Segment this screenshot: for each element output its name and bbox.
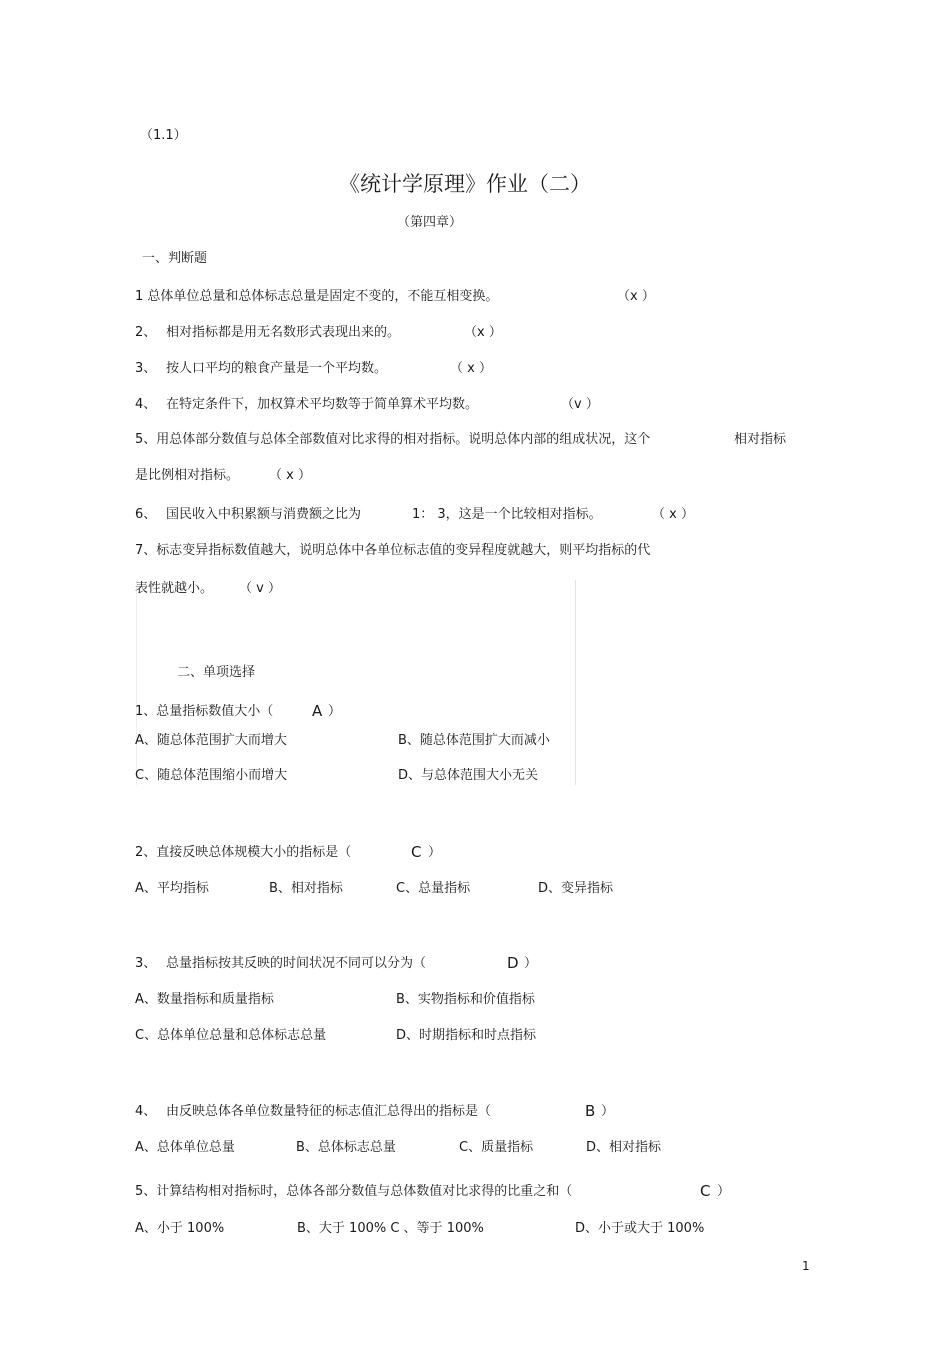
- choice-q2-close: ）: [428, 845, 442, 860]
- page-number: 1: [802, 1259, 810, 1273]
- choice-q1-option-b: B、随总体范围扩大而减小: [398, 733, 550, 748]
- choice-q4-option-c: C、质量指标: [459, 1140, 534, 1155]
- margin-rule-left: [136, 580, 137, 785]
- judge-q6-num: 6、: [135, 507, 157, 522]
- section-heading-choice: 二、单项选择: [177, 665, 256, 680]
- section-number: （1.1）: [140, 128, 187, 143]
- judge-q5-answer: （ x ）: [269, 468, 311, 483]
- judge-q7-line1: 7、标志变异指标数值越大，说明总体中各单位标志值的变异程度就越大，则平均指标的代: [135, 543, 651, 558]
- judge-q4-text: 在特定条件下，加权算术平均数等于简单算术平均数。: [166, 397, 479, 412]
- judge-q2-answer: （x ）: [464, 325, 502, 340]
- judge-q5-line2: 是比例相对指标。: [135, 468, 240, 483]
- judge-q3-answer: （ x ）: [450, 361, 492, 376]
- choice-q4-answer: B: [585, 1102, 596, 1120]
- choice-q2-answer: C: [411, 843, 422, 861]
- choice-q4-option-a: A、总体单位总量: [135, 1140, 235, 1155]
- choice-q1-text: 1、总量指标数值大小（: [135, 704, 274, 719]
- choice-q3-close: ）: [524, 956, 538, 971]
- judge-q2-num: 2、: [135, 325, 157, 340]
- choice-q4-option-d: D、相对指标: [586, 1140, 662, 1155]
- choice-q2-option-a: A、平均指标: [135, 881, 209, 896]
- choice-q5-option-b-c: B、大于 100% C 、等于 100%: [297, 1221, 484, 1236]
- choice-q4-text: 由反映总体各单位数量特征的标志值汇总得出的指标是（: [166, 1104, 492, 1119]
- page-title: 《统计学原理》作业（二）: [339, 172, 591, 196]
- choice-q1-option-a: A、随总体范围扩大而增大: [135, 733, 287, 748]
- section-heading-judgement: 一、判断题: [142, 251, 208, 266]
- choice-q3-num: 3、: [135, 956, 157, 971]
- choice-q3-option-a: A、数量指标和质量指标: [135, 992, 274, 1007]
- choice-q5-close: ）: [717, 1184, 731, 1199]
- choice-q4-num: 4、: [135, 1104, 157, 1119]
- chapter-label: （第四章）: [397, 215, 463, 230]
- judge-q2-text: 相对指标都是用无名数形式表现出来的。: [166, 325, 401, 340]
- choice-q3-answer: D: [507, 954, 519, 972]
- judge-q4-num: 4、: [135, 397, 157, 412]
- judge-q6-text: 国民收入中积累额与消费额之比为: [166, 507, 362, 522]
- judge-q3-text: 按人口平均的粮食产量是一个平均数。: [166, 361, 388, 376]
- judge-q7-answer: （ v ）: [239, 581, 281, 596]
- choice-q1-option-c: C、随总体范围缩小而增大: [135, 768, 288, 783]
- choice-q5-text: 5、计算结构相对指标时，总体各部分数值与总体数值对比求得的比重之和（: [135, 1184, 573, 1199]
- judge-q5-line1: 5、用总体部分数值与总体全部数值对比求得的相对指标。说明总体内部的组成状况，这个: [135, 432, 651, 447]
- choice-q5-option-d: D、小于或大于 100%: [575, 1221, 705, 1236]
- judge-q3-num: 3、: [135, 361, 157, 376]
- judge-q7-line2: 表性就越小。: [135, 581, 214, 596]
- choice-q3-option-b: B、实物指标和价值指标: [396, 992, 535, 1007]
- choice-q3-text: 总量指标按其反映的时间状况不同可以分为（: [166, 956, 427, 971]
- choice-q3-option-c: C、总体单位总量和总体标志总量: [135, 1028, 327, 1043]
- choice-q4-option-b: B、总体标志总量: [296, 1140, 396, 1155]
- judge-q4-answer: （v ）: [561, 397, 599, 412]
- judge-q5-line1-end: 相对指标: [734, 432, 787, 447]
- choice-q5-answer: C: [700, 1182, 711, 1200]
- choice-q4-close: ）: [601, 1104, 615, 1119]
- judge-q1-answer: （x ）: [617, 289, 655, 304]
- judge-q6-answer: （ x ）: [652, 507, 694, 522]
- choice-q2-option-b: B、相对指标: [269, 881, 343, 896]
- judge-q6-ratio: 1： 3，这是一个比较相对指标。: [412, 507, 602, 522]
- choice-q3-option-d: D、时期指标和时点指标: [396, 1028, 537, 1043]
- choice-q2-option-c: C、总量指标: [396, 881, 471, 896]
- choice-q1-answer: A: [312, 702, 323, 720]
- judge-q1-text: 1 总体单位总量和总体标志总量是固定不变的，不能互相变换。: [135, 289, 499, 304]
- choice-q1-option-d: D、与总体范围大小无关: [398, 768, 539, 783]
- choice-q5-option-a: A、小于 100%: [135, 1221, 225, 1236]
- choice-q2-text: 2、直接反映总体规模大小的指标是（: [135, 845, 352, 860]
- choice-q2-option-d: D、变异指标: [538, 881, 614, 896]
- margin-rule: [575, 580, 576, 785]
- choice-q1-close: ）: [328, 704, 342, 719]
